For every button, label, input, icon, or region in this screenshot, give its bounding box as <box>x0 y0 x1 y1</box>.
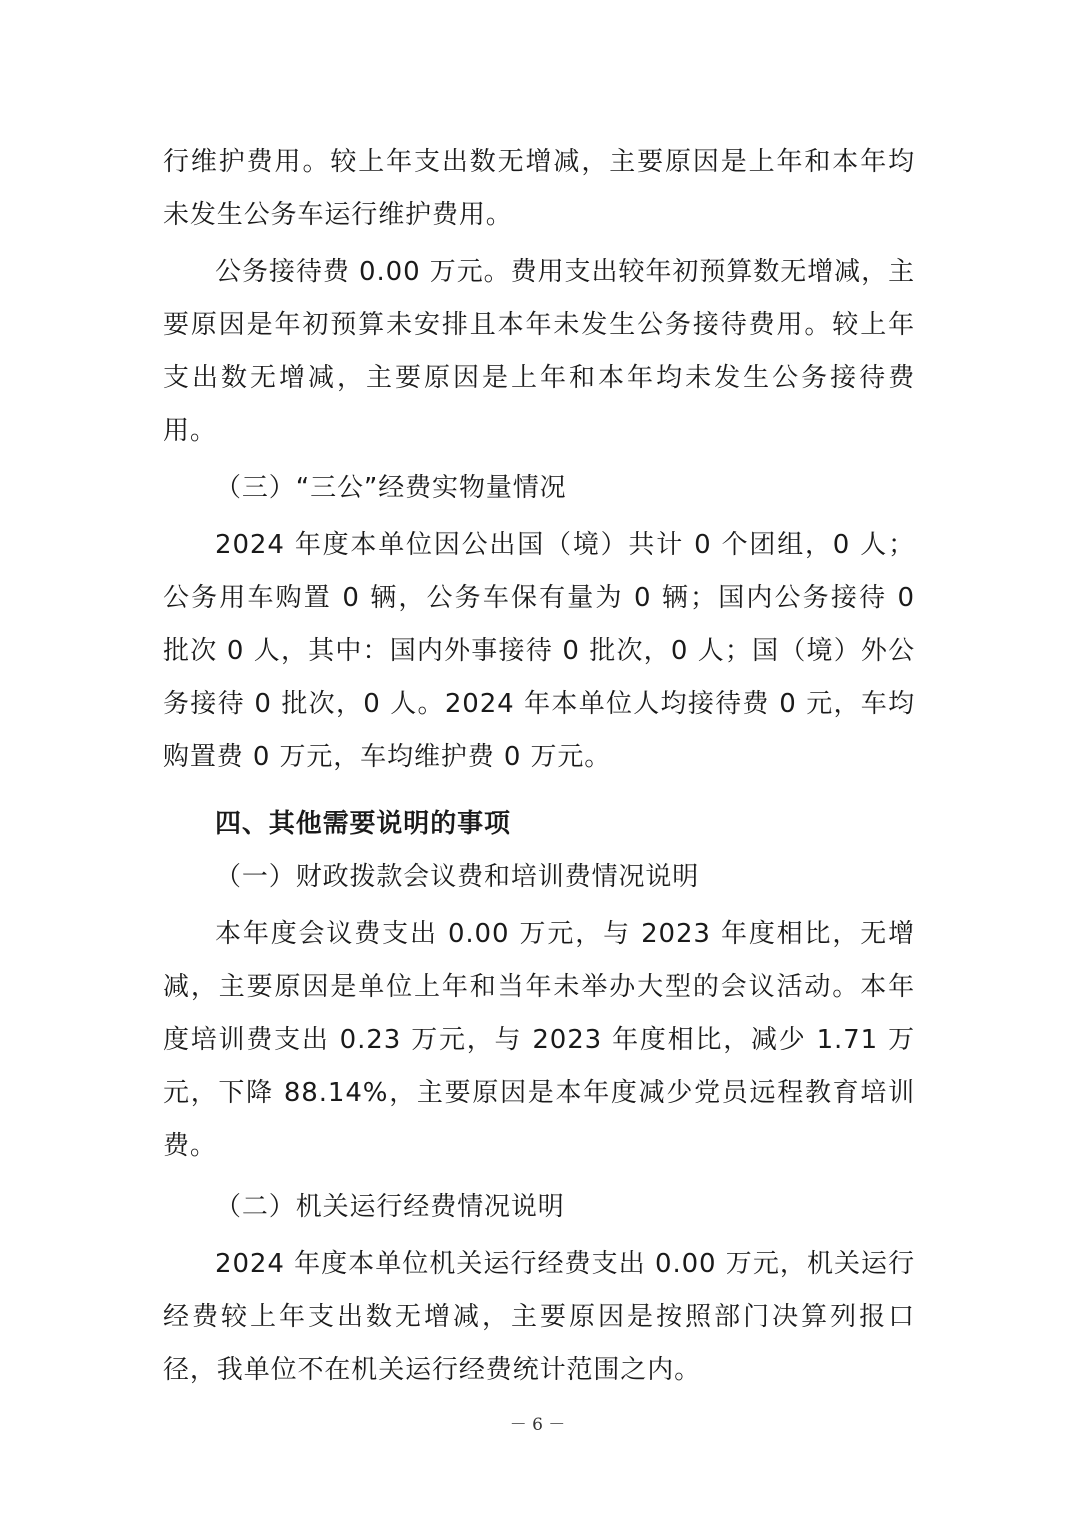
section-heading-other-matters: 四、其他需要说明的事项 <box>215 809 511 839</box>
paragraph-reception-expenses: 公务接待费 0.00 万元。费用支出较年初预算数无增减，主要原因是年初预算未安排且本年未发生公务接待费用。较上年支出数无增减，主要原因是上年和本年均未发生公务接待费用。 <box>163 257 915 446</box>
page-number: － 6 － <box>509 1415 566 1435</box>
paragraph-physical-quantities: 2024 年度本单位因公出国（境）共计 0 个团组，0 人；公务用车购置 0 辆，公务车保有量为 0 辆；国内公务接待 0 批次 0 人，其中：国内外事接待 0 批次，0 人；国（境）外公务接待 0 批次，0 人。2024 年本单位人均接待费 0 元，车均购置费 0 万元，车均维护费 0 万元。 <box>163 530 915 772</box>
document-body <box>163 136 915 1397</box>
paragraph-operating-expenses: 2024 年度本单位机关运行经费支出 0.00 万元，机关运行经费较上年支出数无增减，主要原因是按照部门决算列报口径，我单位不在机关运行经费统计范围之内。 <box>163 1249 915 1385</box>
subheading-three-public-physical-quantities: （三）“三公”经费实物量情况 <box>215 473 567 503</box>
subheading-operating-expenses: （二）机关运行经费情况说明 <box>215 1192 565 1222</box>
paragraph-meeting-training-fees: 本年度会议费支出 0.00 万元，与 2023 年度相比，无增减，主要原因是单位上年和当年未举办大型的会议活动。本年度培训费支出 0.23 万元，与 2023 年度相比，减少 1.71 万元，下降 88.14%，主要原因是本年度减少党员远程教育培训费。 <box>163 919 915 1161</box>
subheading-meeting-training-fees: （一）财政拨款会议费和培训费情况说明 <box>215 862 700 892</box>
paragraph-vehicle-maintenance-continued: 行维护费用。较上年支出数无增减，主要原因是上年和本年均未发生公务车运行维护费用。 <box>163 147 915 230</box>
